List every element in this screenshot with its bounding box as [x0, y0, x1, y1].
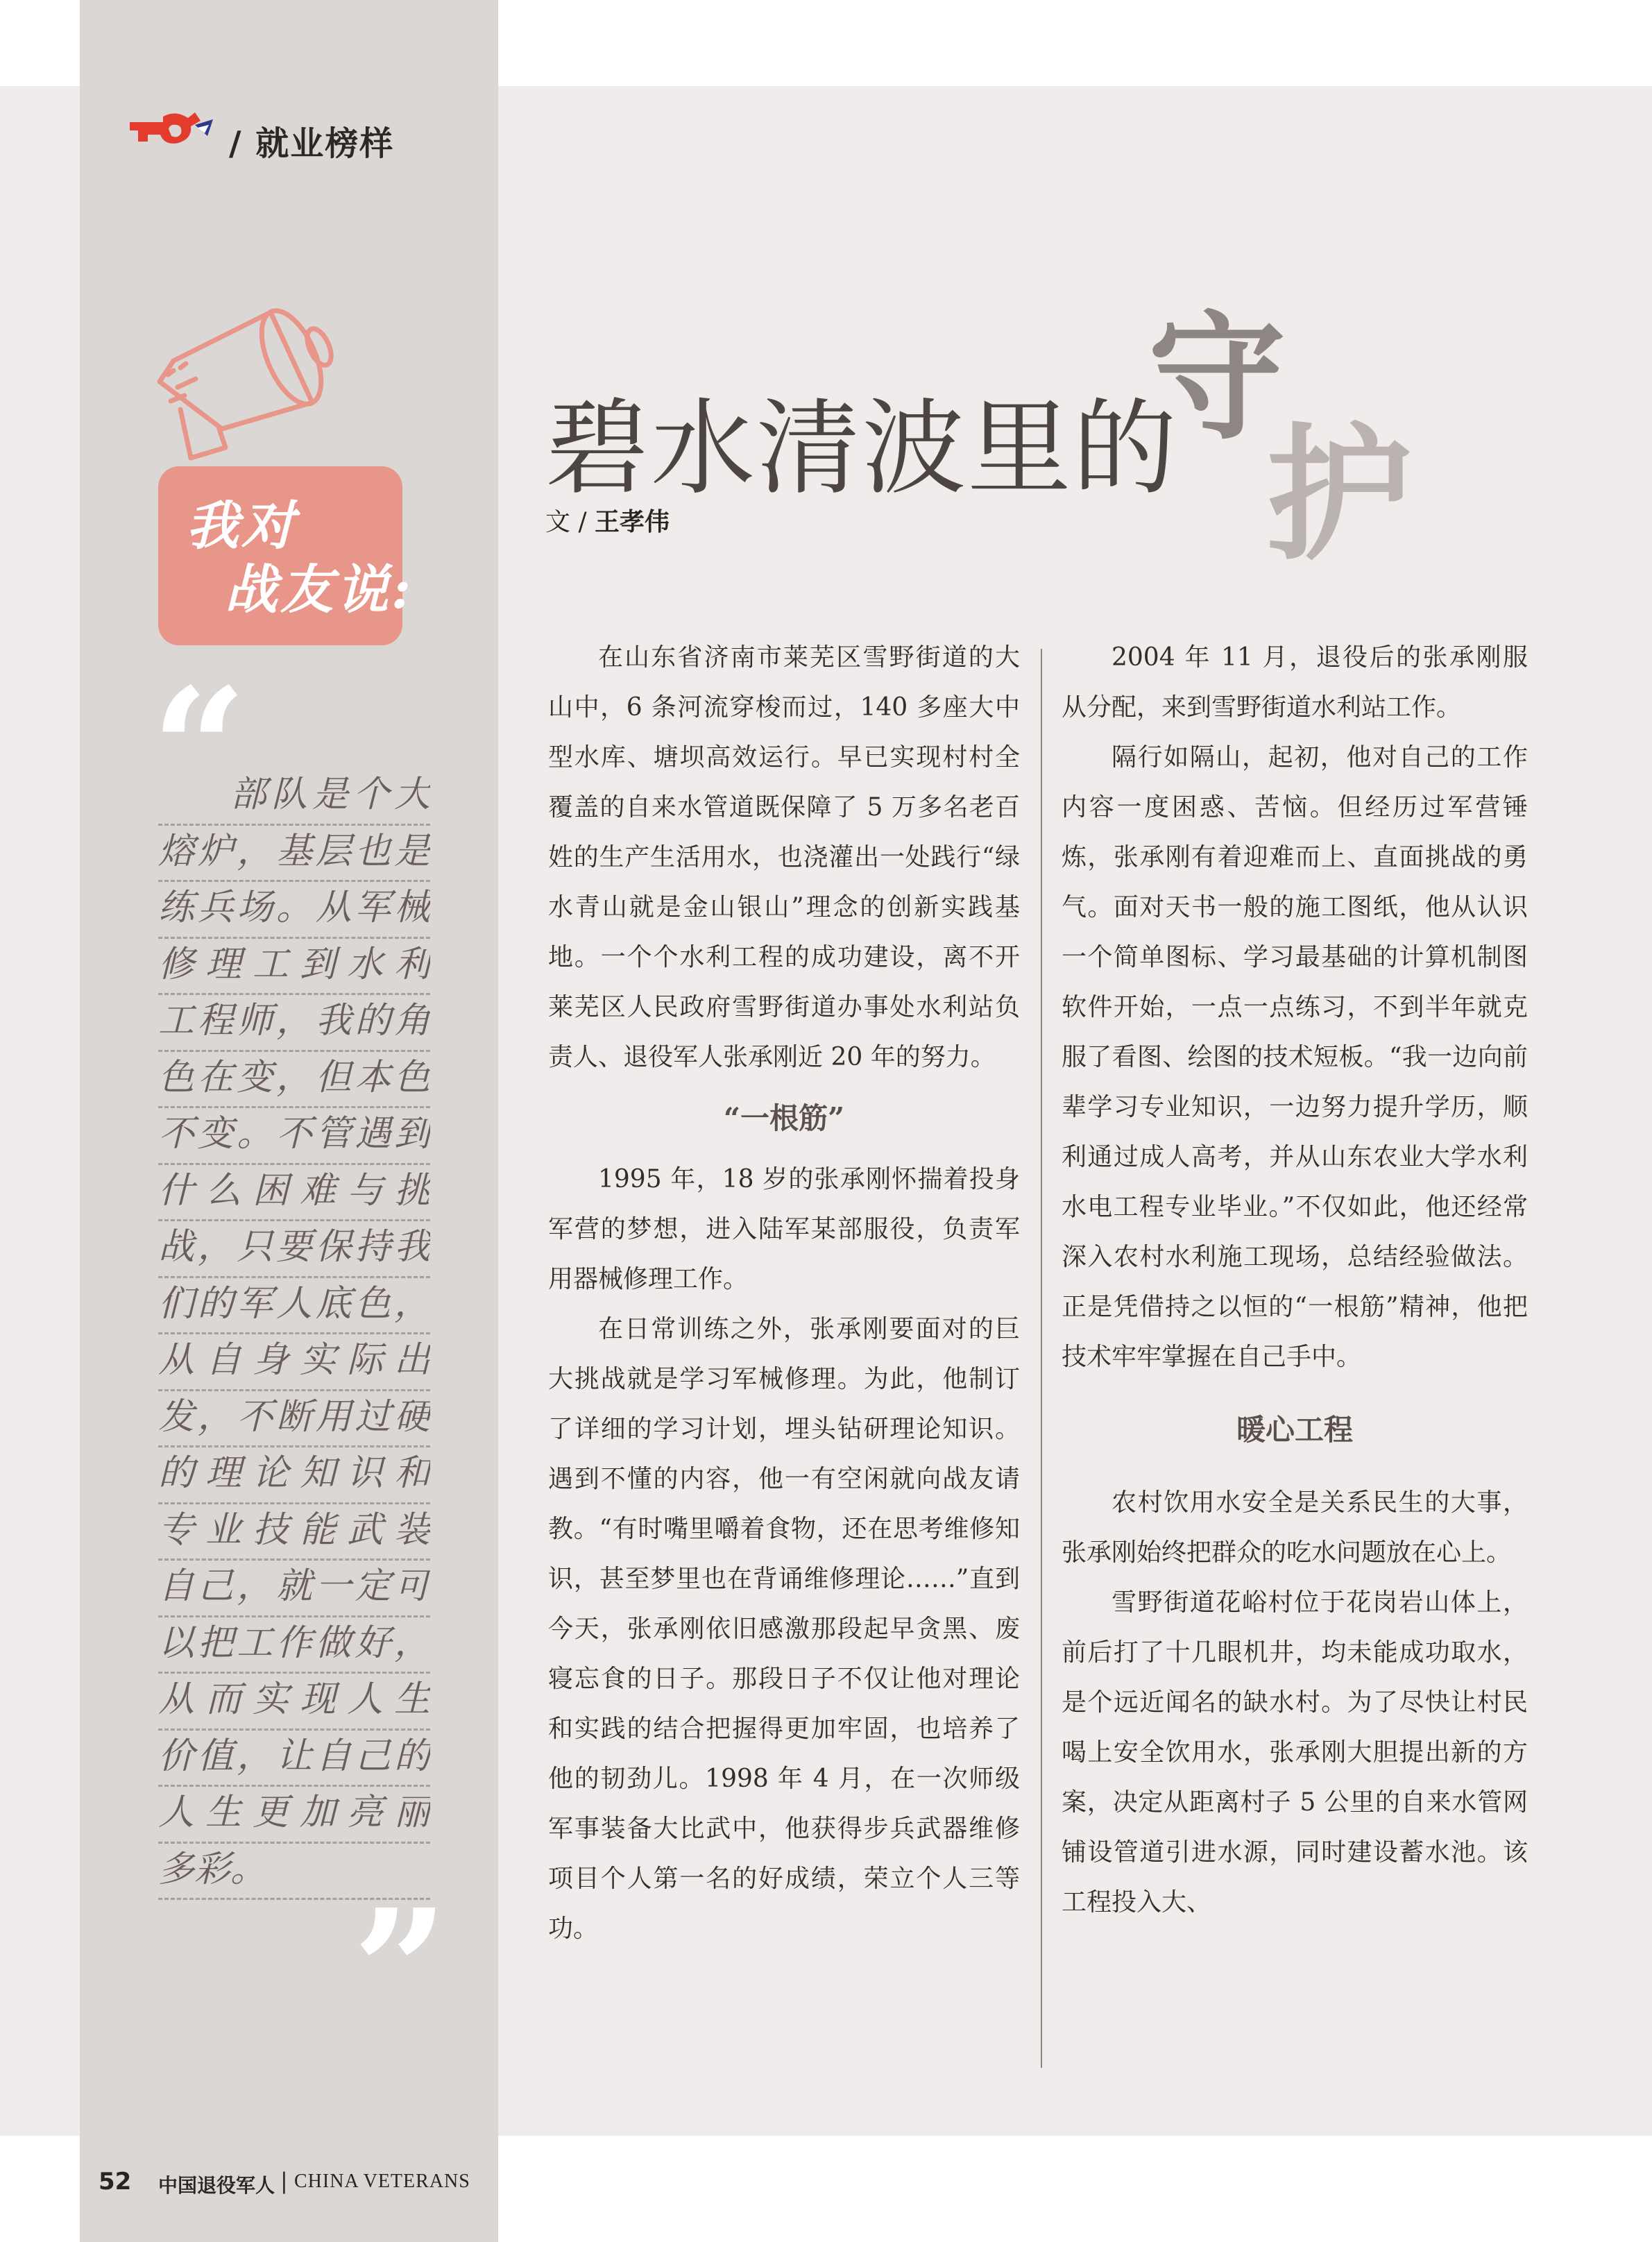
quote-line: 练兵场。从军械 — [158, 882, 430, 939]
author-name: 王孝伟 — [595, 508, 670, 536]
quote-line: 从自身实际出 — [158, 1334, 430, 1391]
article-title: 碧水清波里的 — [545, 389, 1179, 509]
pull-quote — [158, 769, 430, 1900]
paragraph: 农村饮用水安全是关系民生的大事，张承刚始终把群众的吃水问题放在心上。 — [1062, 1488, 1528, 1567]
paragraph: 雪野街道花峪村位于花岗岩山体上，前后打了十几眼机井，均未能成功取水，是个远近闻名的缺水村。为了尽快让村民喝上安全饮用水，张承刚大胆提出新的方案，决定从距离村子 5 公里的自来水管网铺设管道引进水源，同时建设蓄水池。该工程投入大、 — [1062, 1588, 1528, 1917]
paragraph: 1995 年，18 岁的张承刚怀揣着投身军营的梦想，进入陆军某部服役，负责军用器械修理工作。 — [548, 1165, 1020, 1293]
quote-line: 从而实现人生 — [158, 1674, 430, 1731]
quote-line: 自己，就一定可 — [158, 1561, 430, 1617]
quote-line: 什么困难与挑 — [158, 1165, 430, 1222]
byline — [545, 502, 670, 538]
quote-line: 专业技能武装 — [158, 1504, 430, 1561]
magazine-logo-icon — [127, 104, 217, 155]
quote-line: 人生更加亮丽 — [158, 1787, 430, 1844]
paragraph: 隔行如隔山，起初，他对自己的工作内容一度困惑、苦恼。但经历过军营锤炼，张承刚有着迎难而上、直面挑战的勇气。面对天书一般的施工图纸，他从认识一个简单图标、学习最基础的计算机制图软件开始，一点一点练习，不到半年就克服了看图、绘图的技术短板。“我一边向前辈学习专业知识，一边努力提升学历，顺利通过成人高考，并从山东农业大学水利水电工程专业毕业。”不仅如此，他还经常深入农村水利施工现场，总结经验做法。正是凭借持之以恒的“一根筋”精神，他把技术牢牢掌握在自己手中。 — [1062, 743, 1528, 1371]
magazine-name-cn: 中国退役军人 — [158, 2174, 275, 2197]
quote-line: 熔炉，基层也是 — [158, 826, 430, 883]
paragraph: 2004 年 11 月，退役后的张承刚服从分配，来到雪野街道水利站工作。 — [1062, 643, 1528, 722]
article-title-accent-2: 护 — [1266, 409, 1413, 580]
quote-line: 的理论知识和 — [158, 1447, 430, 1504]
quote-line: 以把工作做好， — [158, 1617, 430, 1674]
column-divider — [1041, 649, 1042, 2068]
section-label: / 就业榜样 — [229, 124, 395, 163]
quote-line: 色在变，但本色 — [158, 1052, 430, 1109]
quote-line: 发，不断用过硬 — [158, 1391, 430, 1448]
quote-line: 工程师，我的角 — [158, 995, 430, 1052]
article-title-accent-1: 守 — [1148, 296, 1286, 458]
card-line-1: 我对 — [186, 495, 297, 557]
subheading: “一根筋” — [723, 1101, 845, 1135]
card-line-2: 战友说: — [225, 559, 414, 620]
to-comrades-card — [158, 466, 414, 645]
article-column-right — [1062, 633, 1528, 1928]
magazine-name-en: CHINA VETERANS — [294, 2171, 470, 2192]
footer-separator: | — [280, 2168, 288, 2194]
page-number: 52 — [99, 2168, 132, 2196]
quote-line: 修理工到水利 — [158, 939, 430, 996]
quote-line: 部队是个大 — [158, 769, 430, 826]
open-quote-mark: “ — [151, 652, 248, 847]
megaphone-icon — [153, 298, 389, 475]
paragraph: 在日常训练之外，张承刚要面对的巨大挑战就是学习军械修理。为此，他制订了详细的学习计划，埋头钻研理论知识。遇到不懂的内容，他一有空闲就向战友请教。“有时嘴里嚼着食物，还在思考维修知识，甚至梦里也在背诵维修理论……”直到今天，张承刚依旧感激那段起早贪黑、废寝忘食的日子。那段日子不仅让他对理论和实践的结合把握得更加牢固，也培养了他的韧劲儿。1998 年 4 月，在一次师级军事装备大比武中，他获得步兵武器维修项目个人第一名的好成绩，荣立个人三等功。 — [548, 1315, 1020, 1943]
quote-line: 不变。不管遇到 — [158, 1108, 430, 1165]
quote-line: 多彩。 — [158, 1844, 430, 1901]
close-quote-mark: ” — [352, 1873, 449, 2069]
quote-line: 们的军人底色， — [158, 1278, 430, 1335]
quote-line: 战，只要保持我 — [158, 1221, 430, 1278]
article-column-left — [548, 633, 1020, 1954]
paragraph: 在山东省济南市莱芜区雪野街道的大山中，6 条河流穿梭而过，140 多座大中型水库、塘坝高效运行。早已实现村村全覆盖的自来水管道既保障了 5 万多名老百姓的生产生活用水，也浇灌出一处践行“绿水青山就是金山银山”理念的创新实践基地。一个个水利工程的成功建设，离不开莱芜区人民政府雪野街道办事处水利站负责人、退役军人张承刚近 20 年的努力。 — [548, 643, 1020, 1071]
subheading: 暖心工程 — [1236, 1413, 1353, 1447]
byline-prefix: 文 / — [545, 508, 595, 536]
quote-line: 价值，让自己的 — [158, 1731, 430, 1787]
